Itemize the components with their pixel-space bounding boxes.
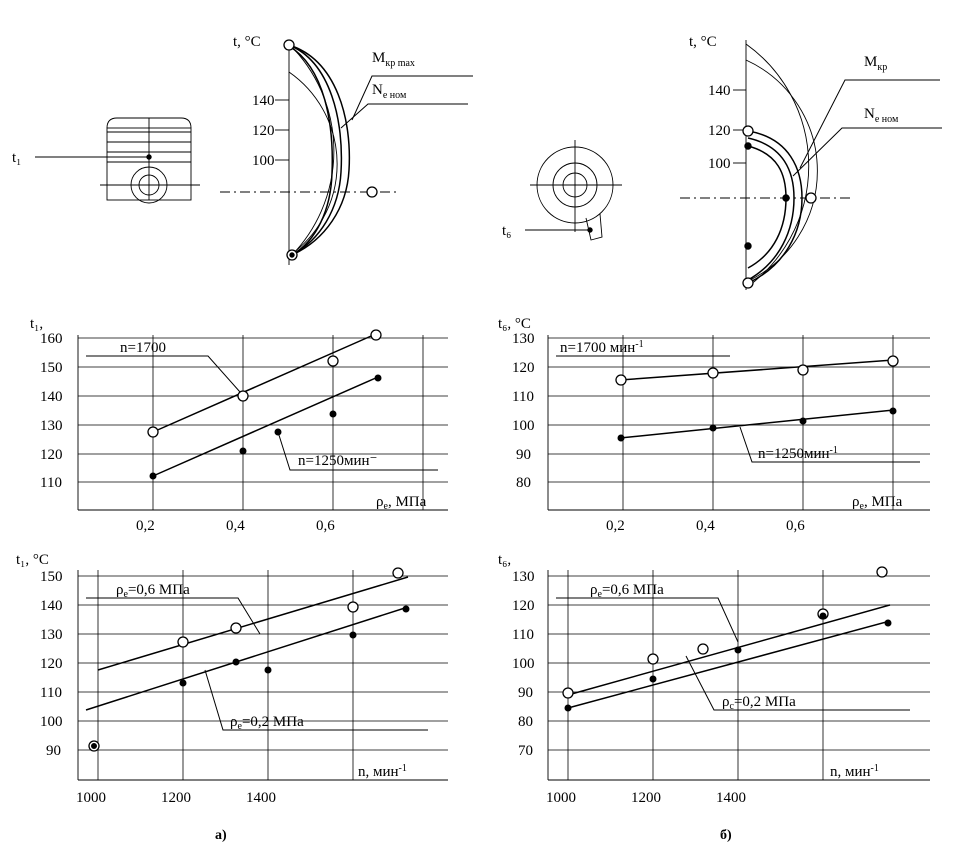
chart-a-bottom-ytick-150: 150	[40, 569, 63, 585]
chart-b-top-xtick-02: 0,2	[606, 518, 625, 534]
chart-b-top-xtick-06: 0,6	[786, 518, 805, 534]
chart-b-bottom-ann-06-leader	[556, 598, 738, 642]
data-point	[350, 632, 356, 638]
chart-b-bottom-ytick-70: 70	[518, 743, 533, 759]
chart-a-top-ann-1700-leader	[86, 356, 240, 392]
chart-a-top	[8, 310, 478, 545]
data-point	[698, 644, 708, 654]
chart-a-top-ann-1700: n=1700	[120, 340, 166, 356]
bearing-sketch	[530, 140, 622, 240]
top-right-part-label: t₆	[502, 223, 512, 239]
t6-leader	[525, 228, 592, 232]
data-point	[178, 637, 188, 647]
data-point	[265, 667, 271, 673]
polar-point-bottom-left-inner	[290, 253, 294, 257]
top-left-figure	[0, 0, 500, 300]
chart-b-bottom-ylabel: t₆,	[498, 552, 512, 568]
data-point	[800, 418, 806, 424]
chart-b-bottom-ytick-90: 90	[518, 685, 533, 701]
top-left-tick-100: 100	[252, 153, 275, 169]
data-point	[890, 408, 896, 414]
chart-a-top-xtick-02: 0,2	[136, 518, 155, 534]
polar-point-upper-right	[743, 126, 753, 136]
chart-b-bottom-ann-02: $\rho_c=0,2$ МПа	[722, 694, 796, 712]
data-point	[877, 567, 887, 577]
chart-a-bottom-xlabel: n, мин$^{-1}$	[358, 763, 407, 780]
data-point	[563, 688, 573, 698]
data-point	[233, 659, 239, 665]
chart-b-bottom-xtick-1200: 1200	[631, 790, 661, 806]
annotation-mkrmax-leader	[352, 76, 473, 120]
chart-b-bottom-ann-02-leader	[686, 656, 910, 710]
chart-b-top-xlabel: $\rho_e$, МПа	[852, 494, 903, 512]
grid-a-top	[78, 335, 448, 510]
chart-b-bottom-ann-06: $\rho_e=0,6$ МПа	[590, 582, 664, 600]
annotation-nenom: $N_{e ном}$	[372, 82, 407, 101]
caption-b-text: б)	[720, 828, 732, 843]
polar-point-top-left	[284, 40, 294, 50]
polar-point-right-right	[806, 193, 816, 203]
data-point	[650, 676, 656, 682]
chart-a-top-xtick-06: 0,6	[316, 518, 335, 534]
data-point	[618, 435, 624, 441]
data-point	[240, 448, 246, 454]
chart-b-bottom-ytick-80: 80	[518, 714, 533, 730]
data-point	[735, 647, 741, 653]
chart-b-bottom-xlabel: n, мин$^{-1}$	[830, 763, 879, 780]
caption-b	[720, 826, 732, 844]
chart-a-top-ytick-160: 160	[40, 331, 63, 347]
chart-b-top-ytick-100: 100	[512, 418, 535, 434]
chart-a-bottom	[8, 550, 478, 820]
chart-b-top-xtick-04: 0,4	[696, 518, 715, 534]
data-point	[375, 375, 381, 381]
chart-b-bottom-ytick-120: 120	[512, 598, 535, 614]
chart-b-bottom-ytick-130: 130	[512, 569, 535, 585]
chart-a-top-ytick-130: 130	[40, 418, 63, 434]
chart-b-bottom-ytick-100: 100	[512, 656, 535, 672]
grid-b-bottom	[548, 570, 930, 780]
chart-b-top-line-1250	[620, 410, 894, 438]
polar-axis-right	[680, 40, 850, 290]
chart-b-top-ytick-130: 130	[512, 331, 535, 347]
chart-a-bottom-ylabel: t₁, °C	[16, 552, 49, 568]
chart-b-top-ytick-80: 80	[516, 475, 531, 491]
polar-point-upper-inner-right	[745, 143, 751, 149]
piston-sketch	[100, 118, 200, 203]
data-point	[888, 356, 898, 366]
caption-a-text: а)	[215, 828, 227, 843]
data-point	[150, 473, 156, 479]
top-right-tick-140: 140	[708, 83, 731, 99]
top-left-axis-label: t, °C	[233, 34, 261, 50]
chart-b-top-ytick-110: 110	[512, 389, 534, 405]
data-point	[180, 680, 186, 686]
chart-a-top-line-1700	[153, 333, 378, 432]
chart-a-top-ytick-110: 110	[40, 475, 62, 491]
top-left-part-label: t₁	[12, 150, 22, 166]
chart-b-top-ann-1700: n=1700 мин$^{-1}$	[560, 339, 644, 356]
top-left-tick-120: 120	[252, 123, 275, 139]
top-right-tick-100: 100	[708, 156, 731, 172]
polar-point-lower-inner-right	[745, 243, 751, 249]
chart-b-top	[490, 310, 960, 545]
data-point	[710, 425, 716, 431]
chart-a-bottom-xtick-1000: 1000	[76, 790, 106, 806]
grid-a-bottom	[78, 570, 448, 780]
annotation-mkr-leader	[800, 80, 940, 168]
annotation-nenom-right: $N_{e ном}$	[864, 106, 899, 125]
chart-a-bottom-ytick-130: 130	[40, 627, 63, 643]
chart-a-bottom-ytick-120: 120	[40, 656, 63, 672]
chart-b-bottom-xtick-1400: 1400	[716, 790, 746, 806]
data-point	[708, 368, 718, 378]
data-point	[648, 654, 658, 664]
data-point	[148, 427, 158, 437]
chart-b-top-line-1700	[620, 360, 894, 380]
polar-axis-left	[220, 40, 400, 265]
chart-b-top-ylabel: t₆, °C	[498, 316, 531, 332]
chart-a-top-ylabel: t₁,	[30, 316, 44, 332]
chart-b-bottom-ytick-110: 110	[512, 627, 534, 643]
chart-a-bottom-ann-02: $\rho_e=0,2$ МПа	[230, 714, 304, 732]
t1-leader	[35, 155, 151, 159]
data-point	[238, 391, 248, 401]
chart-b-bottom-xtick-1000: 1000	[546, 790, 576, 806]
data-point	[565, 705, 571, 711]
chart-b-bottom-line-06	[568, 605, 890, 695]
data-point	[616, 375, 626, 385]
polar-curves-left	[289, 45, 349, 255]
annotation-mkr: $M_{кр}$	[864, 54, 888, 73]
chart-a-top-ytick-140: 140	[40, 389, 63, 405]
chart-a-bottom-xtick-1400: 1400	[246, 790, 276, 806]
top-right-tick-120: 120	[708, 123, 731, 139]
annotation-nenom-leader	[341, 104, 468, 128]
data-point	[798, 365, 808, 375]
chart-b-bottom	[490, 550, 960, 820]
data-point	[371, 330, 381, 340]
data-point	[92, 744, 97, 749]
polar-point-right-left	[367, 187, 377, 197]
chart-b-top-ytick-120: 120	[512, 360, 535, 376]
chart-a-bottom-ytick-90: 90	[46, 743, 61, 759]
data-point	[820, 613, 826, 619]
chart-a-top-xlabel: $\rho_e$, МПа	[376, 494, 427, 512]
chart-a-bottom-ann-06: $\rho_e=0,6$ МПа	[116, 582, 190, 600]
polar-point-center-right	[783, 195, 789, 201]
annotation-mkrmax: $M_{кр max}$	[372, 50, 415, 69]
chart-a-bottom-ytick-140: 140	[40, 598, 63, 614]
chart-b-top-ann-1250: n=1250мин$^{-1}$	[758, 445, 838, 462]
data-point	[231, 623, 241, 633]
data-point	[885, 620, 891, 626]
chart-a-bottom-ytick-100: 100	[40, 714, 63, 730]
chart-a-top-ytick-150: 150	[40, 360, 63, 376]
chart-a-top-ann-1250: n=1250мин⁻	[298, 453, 378, 469]
chart-a-bottom-xtick-1200: 1200	[161, 790, 191, 806]
data-point	[328, 356, 338, 366]
chart-a-top-xtick-04: 0,4	[226, 518, 245, 534]
top-right-axis-label: t, °C	[689, 34, 717, 50]
polar-point-lower-right	[743, 278, 753, 288]
data-point	[330, 411, 336, 417]
annotation-nenom-right-leader	[793, 128, 942, 176]
top-right-figure	[490, 0, 963, 300]
chart-a-top-ytick-120: 120	[40, 447, 63, 463]
top-left-tick-140: 140	[252, 93, 275, 109]
data-point	[403, 606, 409, 612]
chart-b-top-ytick-90: 90	[516, 447, 531, 463]
chart-a-bottom-ytick-110: 110	[40, 685, 62, 701]
data-point	[348, 602, 358, 612]
caption-a	[215, 826, 227, 844]
data-point	[393, 568, 403, 578]
